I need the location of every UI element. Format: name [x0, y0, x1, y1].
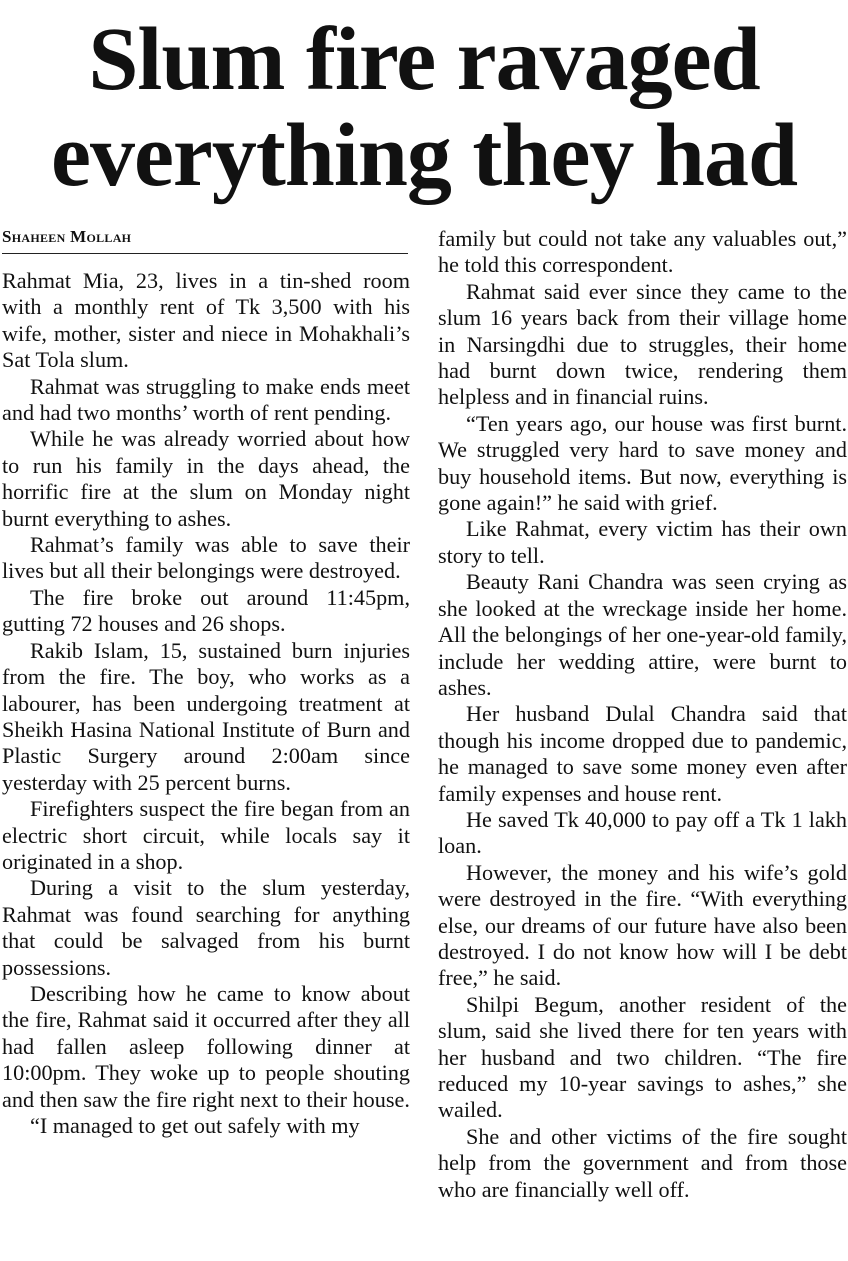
paragraph: Her husband Dulal Chandra said that though his income dropped due to pandemic, he managed to save some money even after family expenses and house rent.: [438, 701, 847, 806]
paragraph: The fire broke out around 11:45pm, gutting 72 houses and 26 shops.: [2, 584, 410, 637]
paragraph: Rakib Islam, 15, sustained burn injuries from the fire. The boy, who works as a labourer, has been undergoing treatment at Sheikh Hasina National Institute of Burn and Plastic Surgery around 2:00am since yesterday with 25 percent burns.: [2, 637, 410, 795]
paragraph: Rahmat was struggling to make ends meet and had two months’ worth of rent pending.: [2, 373, 410, 426]
paragraph: family but could not take any valuables out,” he told this correspondent.: [438, 226, 847, 278]
paragraph: During a visit to the slum yesterday, Rahmat was found searching for anything that could be salvaged from his burnt possessions.: [2, 875, 410, 980]
left-column: [2, 268, 410, 1139]
headline-line-1: Slum fire ravaged: [88, 10, 760, 109]
paragraph: Describing how he came to know about the fire, Rahmat said it occurred after they all had fallen asleep following dinner at 10:00pm. They woke up to people shouting and then saw the fire right next to their house.: [2, 980, 410, 1112]
byline: Shaheen Mollah: [2, 227, 408, 254]
paragraph: Beauty Rani Chandra was seen crying as she looked at the wreckage inside her home. All the belongings of her one-year-old family, include her wedding attire, were burnt to ashes.: [438, 569, 847, 700]
paragraph: Rahmat said ever since they came to the slum 16 years back from their village home in Narsingdhi due to struggles, their home had burnt down twice, rendering them helpless and in financial ruins.: [438, 278, 847, 410]
paragraph: “Ten years ago, our house was first burnt. We struggled very hard to save money and buy household items. But now, everything is gone again!” he said with grief.: [438, 410, 847, 516]
headline: [0, 12, 848, 204]
paragraph: While he was already worried about how to run his family in the days ahead, the horrific fire at the slum on Monday night burnt everything to ashes.: [2, 426, 410, 531]
paragraph: She and other victims of the fire sought help from the government and from those who are financially well off.: [438, 1123, 847, 1202]
paragraph: However, the money and his wife’s gold were destroyed in the fire. “With everything else, our dreams of our future have also been destroyed. I do not know how will I be debt free,” he said.: [438, 859, 847, 991]
paragraph: He saved Tk 40,000 to pay off a Tk 1 lakh loan.: [438, 806, 847, 859]
paragraph: Firefighters suspect the fire began from an electric short circuit, while locals say it originated in a shop.: [2, 796, 410, 874]
headline-line-2: everything they had: [51, 106, 797, 205]
paragraph: Shilpi Begum, another resident of the slum, said she lived there for ten years with her husband and two children. “The fire reduced my 10-year savings to ashes,” she wailed.: [438, 991, 847, 1123]
paragraph: Rahmat’s family was able to save their lives but all their belongings were destroyed.: [2, 532, 410, 584]
paragraph: “I managed to get out safely with my: [30, 1113, 360, 1138]
paragraph: Like Rahmat, every victim has their own story to tell.: [438, 516, 847, 568]
paragraph: Rahmat Mia, 23, lives in a tin-shed room with a monthly rent of Tk 3,500 with his wife, mother, sister and niece in Mohakhali’s Sat Tola slum.: [2, 268, 410, 373]
right-column: [438, 226, 847, 1203]
